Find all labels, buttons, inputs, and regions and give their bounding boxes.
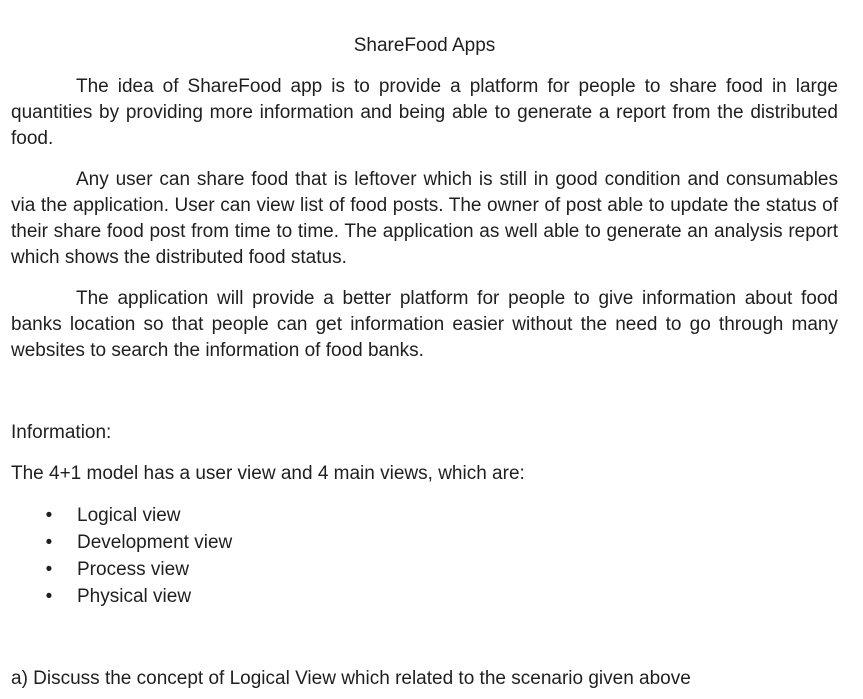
bullet-icon: • xyxy=(45,559,53,580)
document-title: ShareFood Apps xyxy=(353,35,496,56)
view-label: Process view xyxy=(77,559,189,580)
bullet-icon: • xyxy=(45,505,53,526)
view-label: Physical view xyxy=(77,586,192,607)
view-label: Logical view xyxy=(77,505,181,526)
question-text: a) Discuss the concept of Logical View which related to the scenario given above xyxy=(11,668,691,689)
features-paragraph: Any user can share food that is leftover which is still in good condition and consumables via the application. User can view list of food posts. The owner of post able to update the status of their share food post from time to time. The application as well able to generate an analysis report which shows the distributed food status. xyxy=(11,169,838,268)
bullet-icon: • xyxy=(45,532,53,553)
model-description: The 4+1 model has a user view and 4 main views, which are: xyxy=(11,463,525,484)
information-label: Information: xyxy=(11,422,112,443)
view-label: Development view xyxy=(77,532,233,553)
bullet-icon: • xyxy=(45,586,53,607)
food-banks-paragraph: The application will provide a better platform for people to give information about food banks location so that people can get information easier without the need to go through many websites to search the information of food banks. xyxy=(11,288,838,361)
intro-paragraph: The idea of ShareFood app is to provide a platform for people to share food in large quantities by providing more information and being able to generate a report from the distributed food. xyxy=(11,76,838,149)
